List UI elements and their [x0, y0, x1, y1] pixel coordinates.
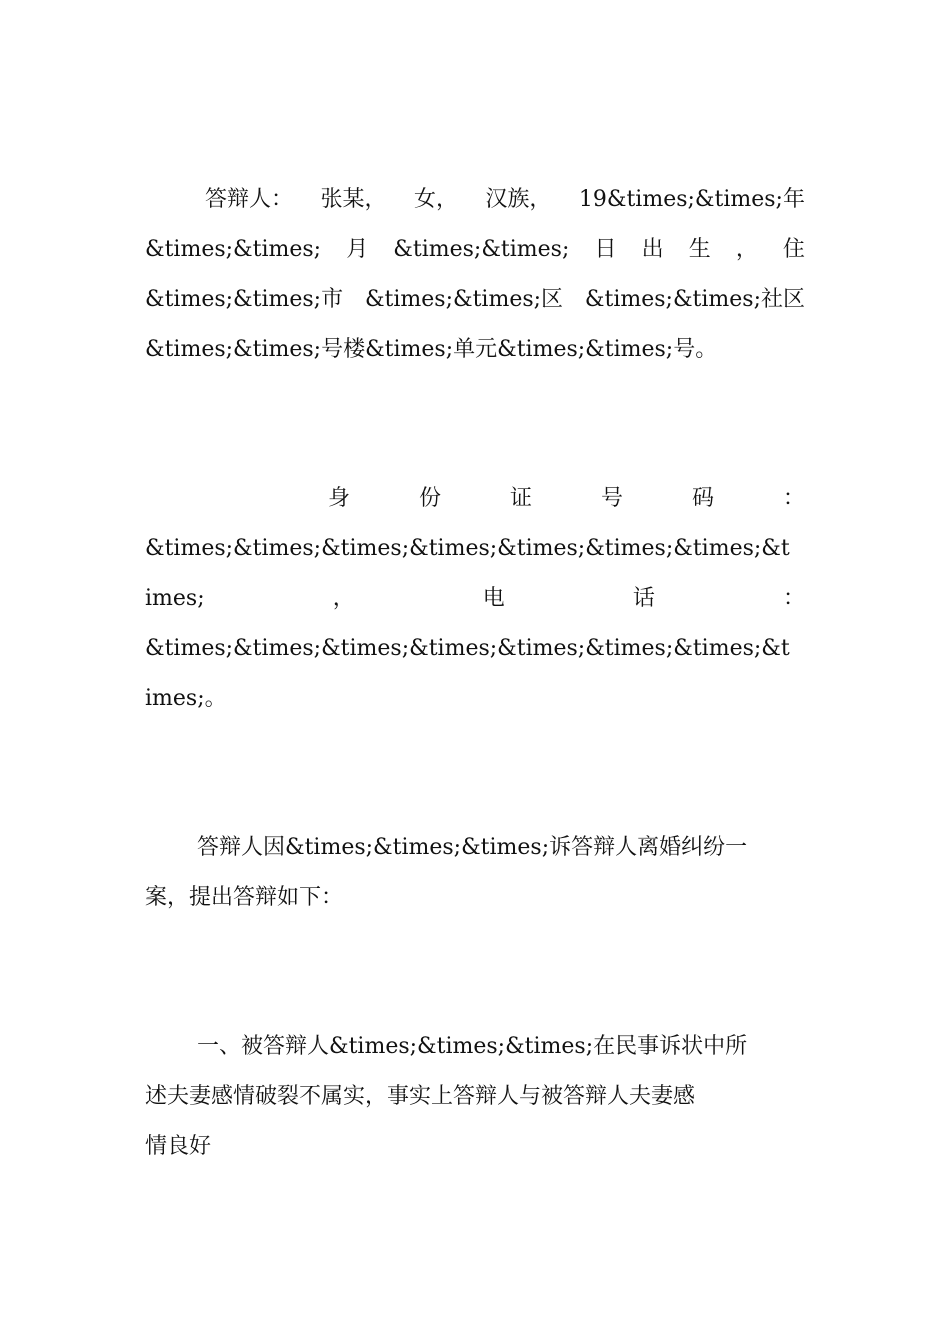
p1-l2-seg: &times;&times;	[145, 237, 322, 262]
p2-l1-seg: 份	[418, 486, 441, 511]
p2-l3-seg: ，	[332, 586, 355, 611]
p1-l3-seg: &times;&times;市	[145, 287, 344, 312]
p2-l1-seg: 证	[509, 486, 532, 511]
p1-l2-seg: 生	[688, 237, 711, 262]
p2-l3-seg: 电	[482, 586, 505, 611]
p1-l2-seg: 月	[346, 237, 369, 262]
p1-l1-seg: 答辩人：	[205, 187, 294, 212]
p2-line-4: &times;&times;&times;&times;&times;&times;&times;&t	[145, 636, 790, 661]
p1-l2-seg: 住	[782, 237, 805, 262]
p2-l1-seg: 码	[691, 486, 714, 511]
p2-l3-seg: 话	[632, 586, 655, 611]
p1-l2-seg: &times;&times;	[393, 237, 570, 262]
p2-l1-seg: 身	[328, 486, 351, 511]
p1-l3-seg: &times;&times;社区	[584, 287, 805, 312]
p4-line-2: 述夫妻感情破裂不属实，事实上答辩人与被答辩人夫妻感	[145, 1084, 696, 1109]
p2-line-1	[328, 484, 805, 514]
p1-l2-seg: ，	[735, 237, 758, 262]
p3-line-2: 案，提出答辩如下：	[145, 885, 344, 910]
p4-line-1: 一、被答辩人&times;&times;&times;在民事诉状中所	[197, 1034, 748, 1059]
p2-l3-seg: ：	[782, 586, 805, 611]
p1-l1-seg: 张某，	[320, 187, 387, 212]
p2-line-3	[145, 584, 805, 614]
p3-line-1: 答辩人因&times;&times;&times;诉答辩人离婚纠纷一	[197, 835, 748, 860]
p2-l3-seg: imes;	[145, 586, 205, 611]
p1-line-3	[145, 285, 805, 315]
p1-line-1	[205, 185, 805, 215]
p1-l1-seg: 19&times;&times;年	[578, 187, 805, 212]
p1-line-4: &times;&times;号楼&times;单元&times;&times;号。	[145, 337, 718, 362]
p4-line-3: 情良好	[145, 1134, 212, 1159]
p2-l1-seg: ：	[782, 486, 805, 511]
p1-line-2	[145, 235, 805, 265]
p1-l2-seg: 出	[641, 237, 664, 262]
p1-l2-seg: 日	[594, 237, 617, 262]
p1-l1-seg: 女，	[413, 187, 458, 212]
p2-line-5: imes;。	[145, 686, 227, 711]
p1-l1-seg: 汉族，	[485, 187, 552, 212]
p1-l3-seg: &times;&times;区	[364, 287, 564, 312]
p2-l1-seg: 号	[600, 486, 623, 511]
p2-line-2: &times;&times;&times;&times;&times;&times;&times;&t	[145, 536, 790, 561]
